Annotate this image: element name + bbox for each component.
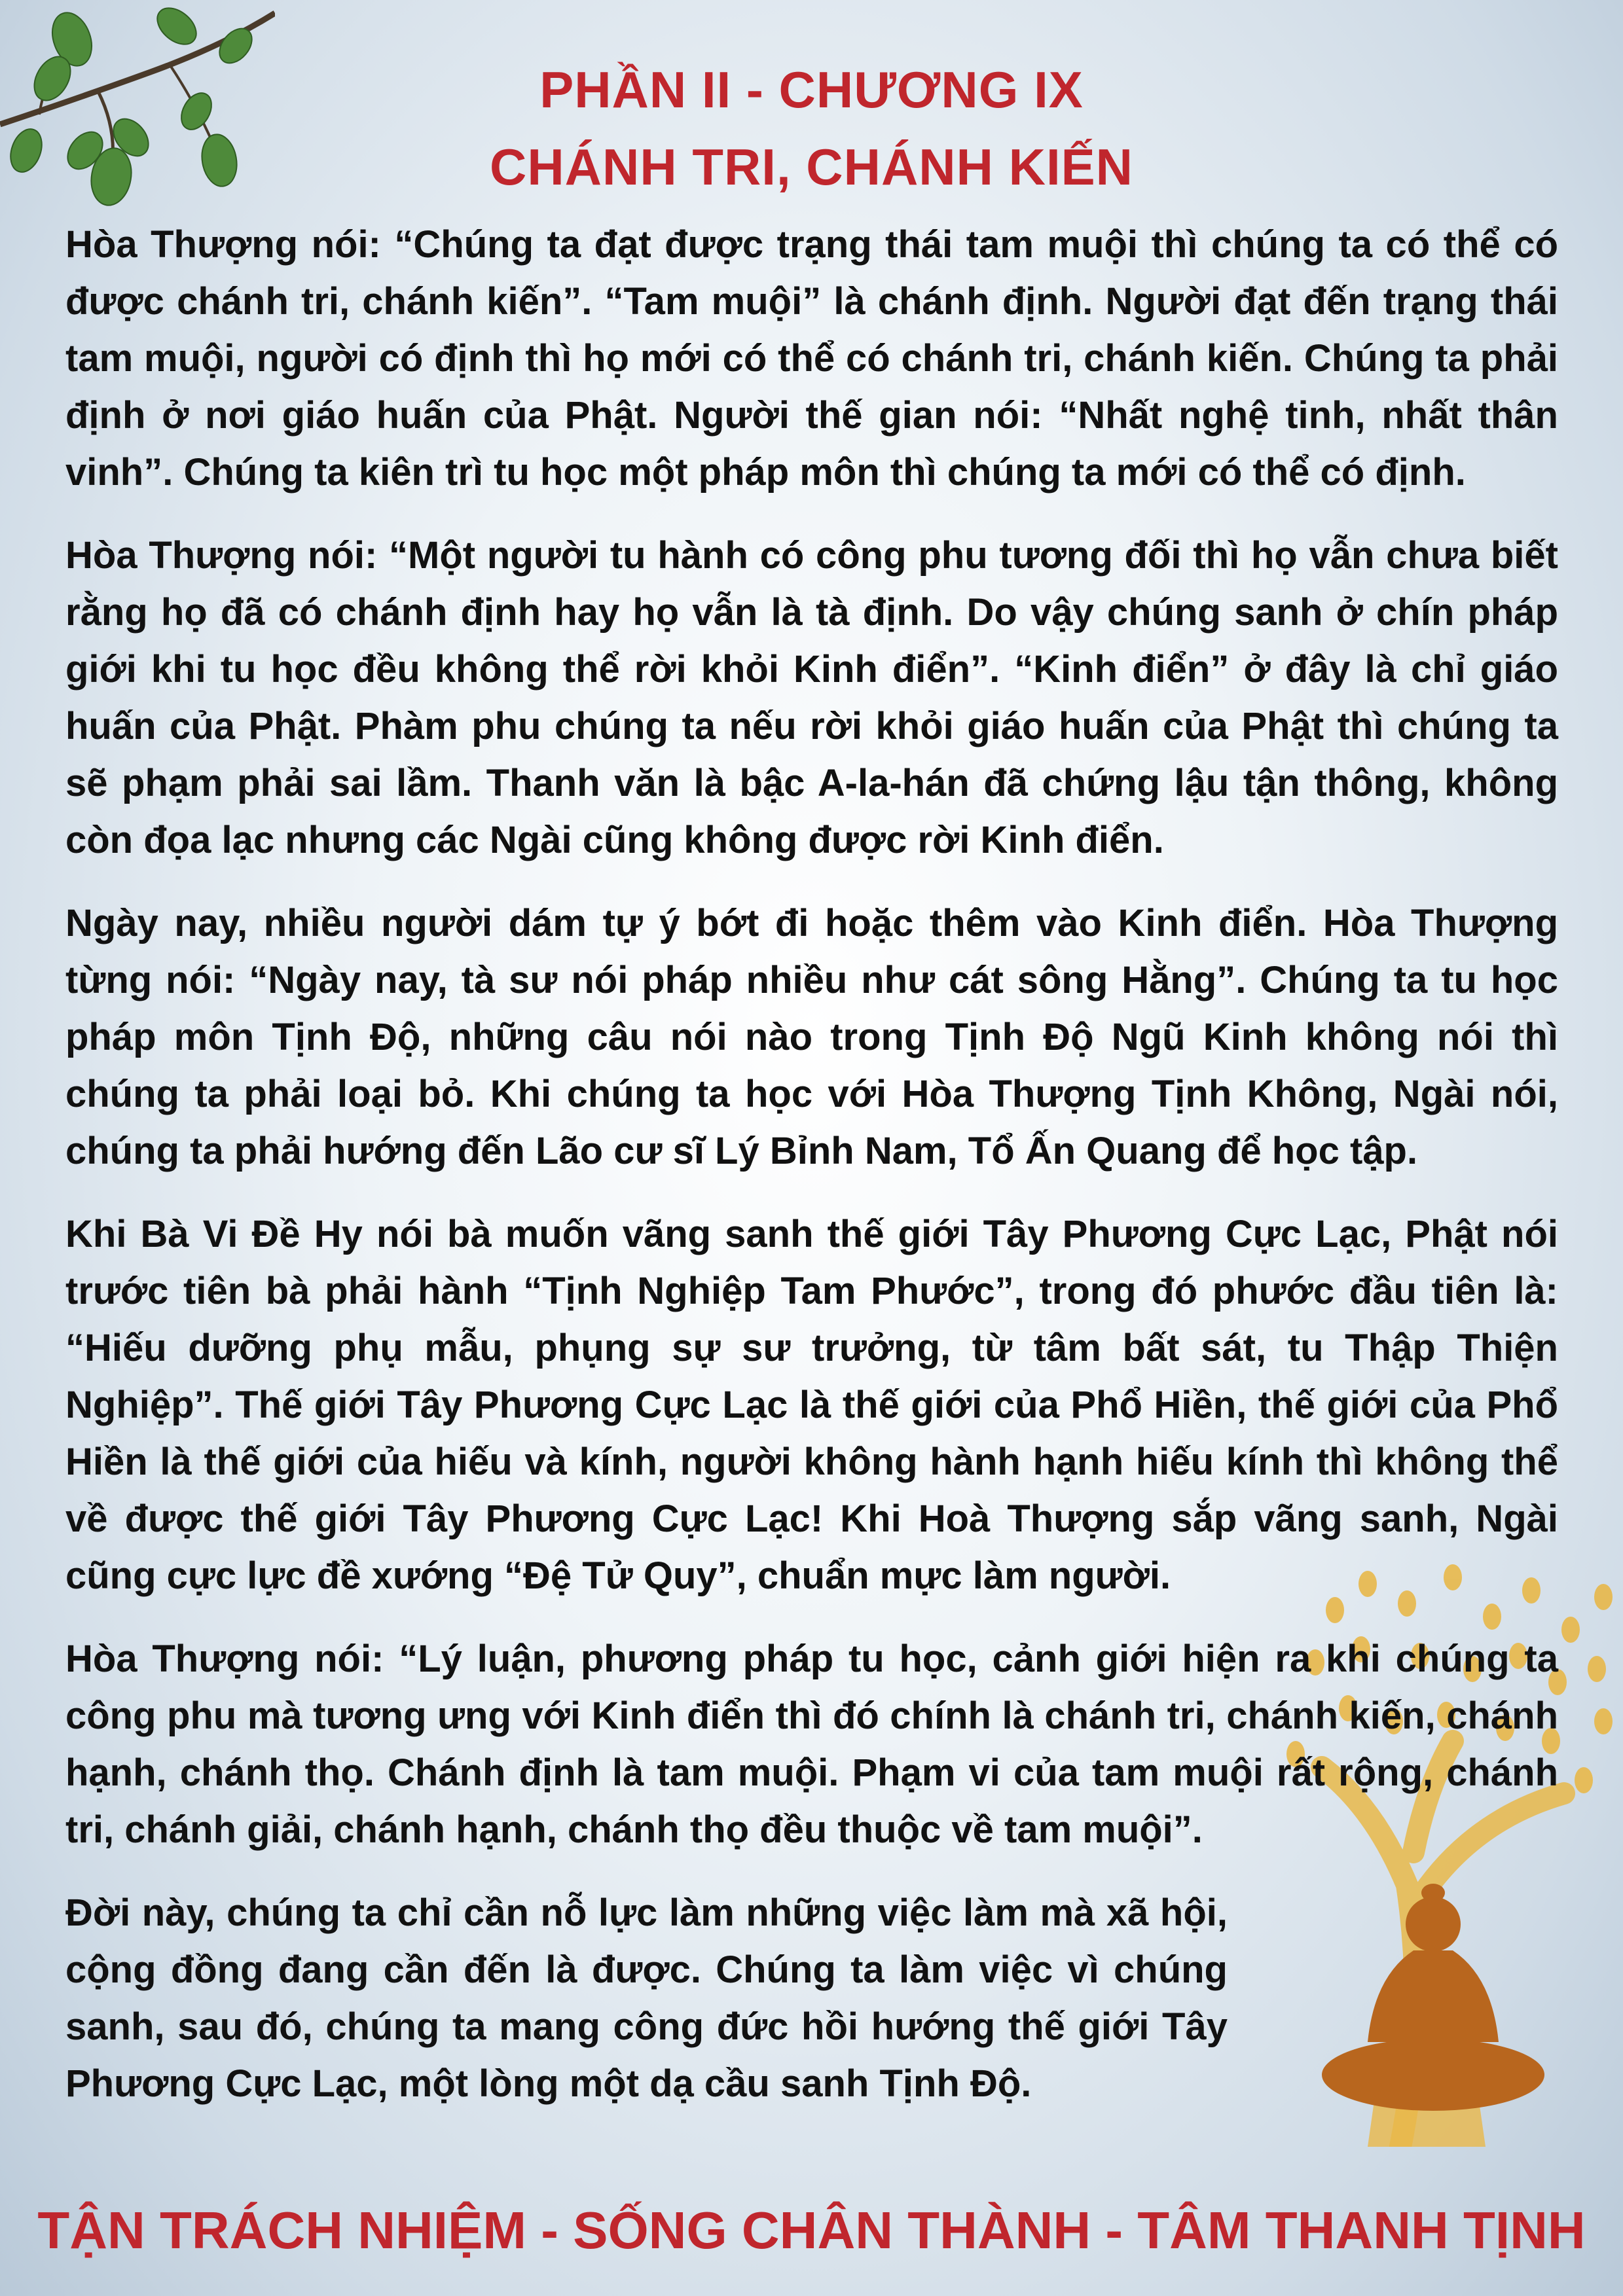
chapter-label: PHẦN II - CHƯƠNG IX (539, 61, 1084, 118)
article-body (65, 216, 1558, 2112)
paragraph: Ngày nay, nhiều người dám tự ý bớt đi hoặc thêm vào Kinh điển. Hòa Thượng từng nói: “Ngày nay, tà sư nói pháp nhiều như cát sông Hằng”. Chúng ta tu học pháp môn Tịnh Độ, những câu nói nào trong Tịnh Độ Ngũ Kinh không nói thì chúng ta phải loại bỏ. Khi chúng ta học với Hòa Thượng Tịnh Không, Ngài nói, chúng ta phải hướng đến Lão cư sĩ Lý Bỉnh Nam, Tổ Ấn Quang để học tập. (65, 902, 1558, 1172)
header (0, 51, 1623, 206)
footer-slogan: TẬN TRÁCH NHIỆM - SỐNG CHÂN THÀNH - TÂM THANH TỊNH (37, 2201, 1586, 2259)
paragraph: Hòa Thượng nói: “Một người tu hành có công phu tương đối thì họ vẫn chưa biết rằng họ đã có chánh định hay họ vẫn là tà định. Do vậy chúng sanh ở chín pháp giới khi tu học đều không thể rời khỏi Kinh điển”. “Kinh điển” ở đây là chỉ giáo huấn của Phật. Phàm phu chúng ta nếu rời khỏi giáo huấn của Phật thì chúng ta sẽ phạm phải sai lầm. Thanh văn là bậc A-la-hán đã chứng lậu tận thông, không còn đọa lạc nhưng các Ngài cũng không được rời Kinh điển. (65, 534, 1558, 861)
paragraph: Khi Bà Vi Đề Hy nói bà muốn vãng sanh thế giới Tây Phương Cực Lạc, Phật nói trước tiên bà phải hành “Tịnh Nghiệp Tam Phước”, trong đó phước đầu tiên là: “Hiếu dưỡng phụ mẫu, phụng sự sư trưởng, từ tâm bất sát, tu Thập Thiện Nghiệp”. Thế giới Tây Phương Cực Lạc là thế giới của Phổ Hiền, thế giới của Phổ Hiền là thế giới của hiếu và kính, người không hành hạnh hiếu kính thì không thể về được thế giới Tây Phương Cực Lạc! Khi Hoà Thượng sắp vãng sanh, Ngài cũng cực lực đề xướng “Đệ Tử Quy”, chuẩn mực làm người. (65, 1213, 1558, 1597)
paragraph: Hòa Thượng nói: “Lý luận, phương pháp tu học, cảnh giới hiện ra khi chúng ta công phu mà tương ưng với Kinh điển thì đó chính là chánh tri, chánh kiến, chánh hạnh, chánh thọ. Chánh định là tam muội. Phạm vi của tam muội rất rộng, chánh tri, chánh giải, chánh hạnh, chánh thọ đều thuộc về tam muội”. (65, 1638, 1558, 1851)
paragraph: Đời này, chúng ta chỉ cần nỗ lực làm những việc làm mà xã hội, cộng đồng đang cần đến là được. Chúng ta làm việc vì chúng sanh, sau đó, chúng ta mang công đức hồi hướng thế giới Tây Phương Cực Lạc, một lòng một dạ cầu sanh Tịnh Độ. (65, 1892, 1228, 2105)
paragraph: Hòa Thượng nói: “Chúng ta đạt được trạng thái tam muội thì chúng ta có thể có được chánh tri, chánh kiến”. “Tam muội” là chánh định. Người đạt đến trạng thái tam muội, người có định thì họ mới có thể có chánh tri, chánh kiến. Chúng ta phải định ở nơi giáo huấn của Phật. Người thế gian nói: “Nhất nghệ tinh, nhất thân vinh”. Chúng ta kiên trì tu học một pháp môn thì chúng ta mới có thể có định. (65, 223, 1558, 493)
page-title: CHÁNH TRI, CHÁNH KIẾN (490, 138, 1133, 196)
